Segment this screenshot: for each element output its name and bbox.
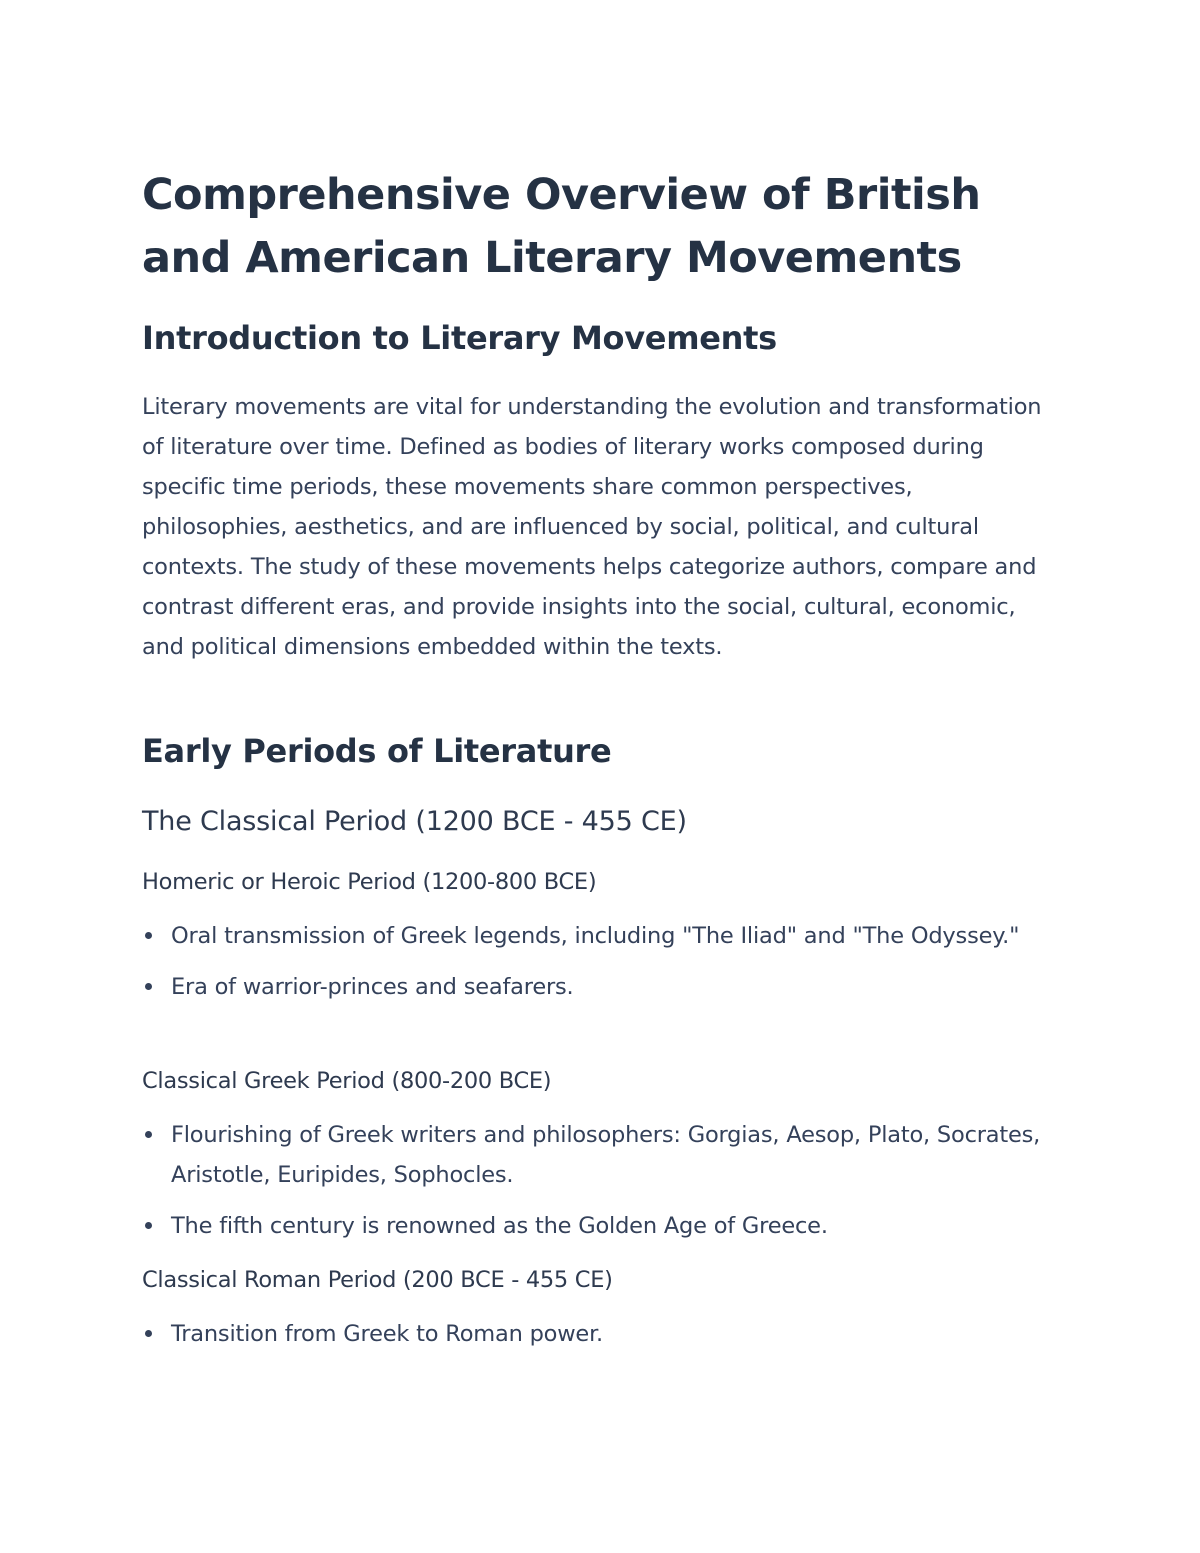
list-item-text: The fifth century is renowned as the Golden Age of Greece. <box>171 1213 828 1239</box>
subheading-classical-greek-period: Classical Greek Period (800-200 BCE) <box>142 1068 552 1094</box>
subheading-homeric-period: Homeric or Heroic Period (1200-800 BCE) <box>142 869 597 895</box>
list-item-text: Era of warrior-princes and seafarers. <box>171 974 574 1000</box>
bullet-icon <box>145 932 152 939</box>
list-item-text: Flourishing of Greek writers and philosophers: Gorgias, Aesop, Plato, Socrates, Aristotle, Euripides, Sophocles. <box>171 1122 1041 1188</box>
section-heading-introduction: Introduction to Literary Movements <box>142 319 777 357</box>
subsection-heading-classical-period: The Classical Period (1200 BCE - 455 CE) <box>142 806 687 837</box>
document-title: Comprehensive Overview of British and American Literary Movements <box>142 170 981 283</box>
list-item <box>142 1314 1062 1354</box>
list-item <box>142 1206 1062 1246</box>
bullet-icon <box>145 983 152 990</box>
list-item <box>142 1115 1062 1195</box>
subheading-classical-roman-period: Classical Roman Period (200 BCE - 455 CE) <box>142 1267 613 1293</box>
list-item-text: Transition from Greek to Roman power. <box>171 1321 604 1347</box>
intro-paragraph: Literary movements are vital for understanding the evolution and transformation of literature over time. Defined as bodies of literary works composed during specific time periods, these movements share common perspectives, philosophies, aesthetics, and are influenced by social, political, and cultural contexts. The study of these movements helps categorize authors, compare and contrast different eras, and provide insights into the social, cultural, economic, and political dimensions embedded within the texts. <box>142 394 1042 660</box>
classical-greek-period-list <box>142 1115 1062 1257</box>
bullet-icon <box>145 1131 152 1138</box>
homeric-period-list <box>142 916 1062 1018</box>
list-item <box>142 967 1062 1007</box>
bullet-icon <box>145 1330 152 1337</box>
classical-roman-period-list <box>142 1314 1062 1365</box>
list-item <box>142 916 1062 956</box>
bullet-icon <box>145 1222 152 1229</box>
list-item-text: Oral transmission of Greek legends, including "The Iliad" and "The Odyssey." <box>171 923 1020 949</box>
section-heading-early-periods: Early Periods of Literature <box>142 732 612 770</box>
